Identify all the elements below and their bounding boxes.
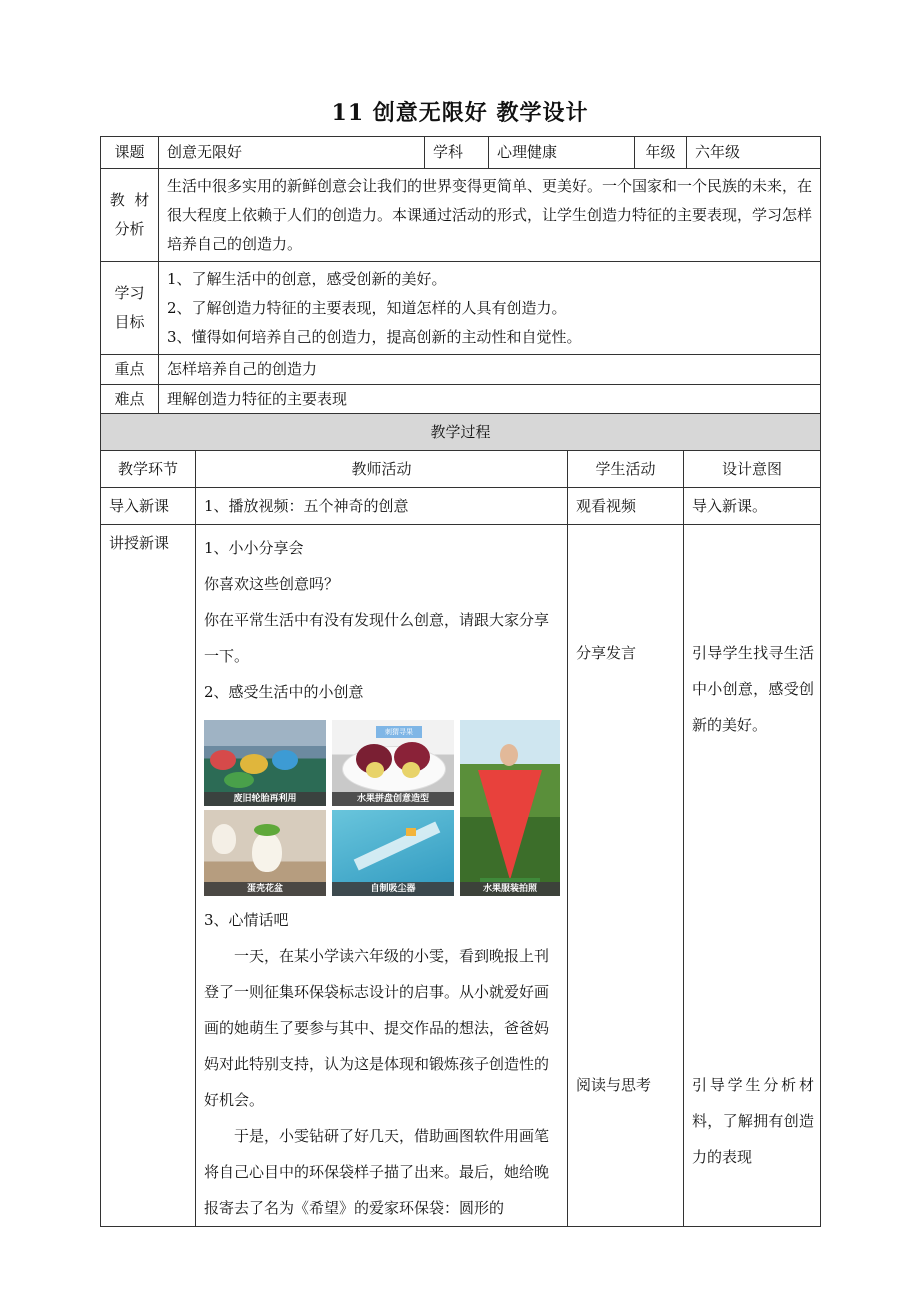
focus-label: 重点 [101, 355, 159, 385]
goals-label-line2: 目标 [114, 313, 145, 331]
section3-title: 3、心情话吧 [204, 911, 289, 929]
photo-caption: 废旧轮胎再利用 [204, 792, 326, 806]
goals-label-line1: 学习 [114, 284, 145, 302]
subject-value: 心理健康 [489, 137, 635, 169]
creative-photo-grid [204, 720, 559, 896]
info-table [100, 136, 821, 415]
intro-row [101, 488, 821, 525]
process-table [100, 413, 821, 1227]
diy-vacuum-photo [332, 810, 454, 896]
topic-row [101, 137, 821, 169]
difficulty-value: 理解创造力特征的主要表现 [159, 385, 821, 415]
photo-caption: 水果服装拍照 [460, 882, 560, 896]
photo-caption: 蛋壳花盆 [204, 882, 326, 896]
story-paragraph: 一天，在某小学读六年级的小雯，看到晚报上刊登了一则征集环保袋标志设计的启事。从小就爱好画画的她萌生了要参与其中、提交作品的想法，爸爸妈妈对此特别支持，认为这是体现和锻炼孩子创造性的好机会。 [204, 947, 550, 1109]
lesson-student [568, 525, 684, 1227]
goal-item: 2、了解创造力特征的主要表现，知道怎样的人具有创造力。 [167, 299, 567, 317]
lesson-stage: 讲授新课 [101, 525, 196, 1227]
subject-label: 学科 [425, 137, 489, 169]
teacher-line: 1、小小分享会 [204, 539, 304, 557]
watermelon-dress-photo [460, 720, 560, 896]
process-header-row [101, 451, 821, 488]
lesson-row [101, 525, 821, 1227]
teacher-line: 你在平常生活中有没有发现什么创意，请跟大家分享一下。 [204, 611, 550, 665]
intro-student: 观看视频 [568, 488, 684, 525]
focus-value: 怎样培养自己的创造力 [159, 355, 821, 385]
intent-share: 引导学生找寻生活中小创意，感受创新的美好。 [692, 644, 815, 734]
analysis-row [101, 169, 821, 262]
eggshell-pot-photo [204, 810, 326, 896]
topic-label: 课题 [101, 137, 159, 169]
tire-planter-photo [204, 720, 326, 806]
teacher-line: 你喜欢这些创意吗？ [204, 575, 340, 593]
header-student: 学生活动 [568, 451, 684, 488]
goal-item: 3、懂得如何培养自己的创造力，提高创新的主动性和自觉性。 [167, 328, 582, 346]
photo-caption: 水果拼盘创意造型 [332, 792, 454, 806]
story-paragraph: 于是，小雯钻研了好几天，借助画图软件用画笔将自己心目中的环保袋样子描了出来。最后，她给晚报寄去了名为《希望》的爱家环保袋：圆形的 [204, 1127, 550, 1217]
intro-intent: 导入新课。 [684, 488, 821, 525]
grade-label: 年级 [635, 137, 687, 169]
goals-row [101, 262, 821, 355]
focus-row [101, 355, 821, 385]
intro-teacher: 1、播放视频：五个神奇的创意 [196, 488, 568, 525]
goal-item: 1、了解生活中的创意，感受创新的美好。 [167, 270, 447, 288]
lesson-intent [684, 525, 821, 1227]
intent-read: 引导学生分析材料，了解拥有创造力的表现 [692, 1076, 815, 1166]
fruit-platter-photo [332, 720, 454, 806]
header-stage: 教学环节 [101, 451, 196, 488]
difficulty-row [101, 385, 821, 415]
student-activity-share: 分享发言 [576, 644, 637, 662]
photo-sign: 刺猬寻果 [376, 726, 422, 738]
header-teacher: 教师活动 [196, 451, 568, 488]
intro-stage: 导入新课 [101, 488, 196, 525]
lesson-teacher [196, 525, 568, 1227]
process-banner: 教学过程 [101, 414, 821, 451]
goals-list [159, 262, 821, 355]
header-intent: 设计意图 [684, 451, 821, 488]
document-title: 11 创意无限好 教学设计 [331, 100, 589, 126]
analysis-text: 生活中很多实用的新鲜创意会让我们的世界变得更简单、更美好。一个国家和一个民族的未来，在很大程度上依赖于人们的创造力。本课通过活动的形式，让学生创造力特征的主要表现，学习怎样培养自己的创造力。 [159, 169, 821, 262]
grade-value: 六年级 [687, 137, 821, 169]
analysis-label-line2: 分析 [114, 220, 145, 238]
photo-caption: 自制吸尘器 [332, 882, 454, 896]
analysis-label-line1: 教 材 [109, 191, 150, 209]
teacher-line: 2、感受生活中的小创意 [204, 683, 364, 701]
topic-value: 创意无限好 [159, 137, 425, 169]
difficulty-label: 难点 [101, 385, 159, 415]
analysis-label [101, 169, 159, 262]
student-activity-read: 阅读与思考 [576, 1076, 652, 1094]
goals-label [101, 262, 159, 355]
